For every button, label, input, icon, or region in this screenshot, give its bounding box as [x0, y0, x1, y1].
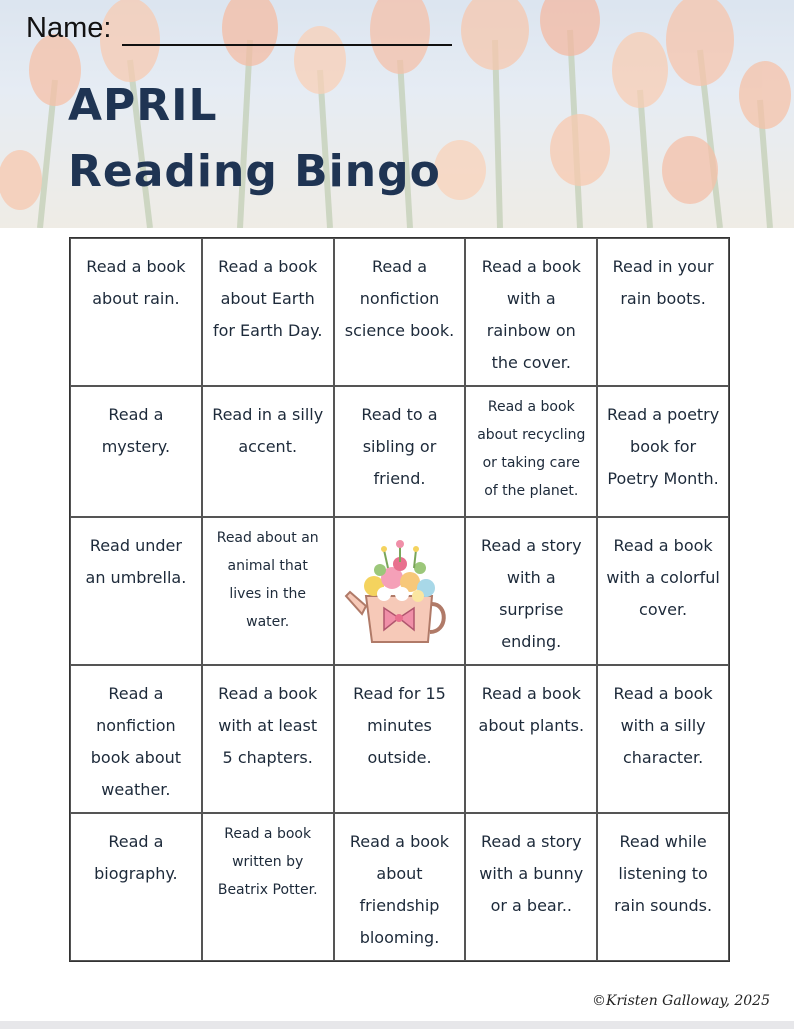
bingo-square: Read a story with a surprise ending. [465, 517, 597, 665]
bingo-square: Read under an umbrella. [70, 517, 202, 665]
flower-watering-can-icon [344, 534, 454, 649]
bingo-square: Read a book written by Beatrix Potter. [202, 813, 334, 961]
copyright-notice: ©Kristen Galloway, 2025 [591, 993, 770, 1009]
bingo-square: Read to a sibling or friend. [334, 386, 466, 517]
bingo-square: Read a book about rain. [70, 238, 202, 386]
bingo-square: Read a book with at least 5 chapters. [202, 665, 334, 813]
bingo-square: Read a book about friendship blooming. [334, 813, 466, 961]
bingo-square: Read a nonfiction book about weather. [70, 665, 202, 813]
bingo-square: Read a book about Earth for Earth Day. [202, 238, 334, 386]
bingo-grid [69, 237, 730, 962]
bingo-square: Read a poetry book for Poetry Month. [597, 386, 729, 517]
free-space-square [334, 517, 466, 665]
bingo-square: Read a book with a colorful cover. [597, 517, 729, 665]
bingo-square: Read a story with a bunny or a bear.. [465, 813, 597, 961]
bingo-square: Read about an animal that lives in the water. [202, 517, 334, 665]
bingo-square: Read a book with a rainbow on the cover. [465, 238, 597, 386]
tulip-banner [0, 0, 794, 228]
title-reading-bingo: Reading Bingo [68, 146, 441, 197]
name-blank-line [122, 44, 452, 46]
bingo-square: Read a biography. [70, 813, 202, 961]
bingo-square: Read a nonfiction science book. [334, 238, 466, 386]
bingo-square: Read while listening to rain sounds. [597, 813, 729, 961]
bingo-square: Read for 15 minutes outside. [334, 665, 466, 813]
page-bottom-edge [0, 1021, 794, 1029]
bingo-square: Read in your rain boots. [597, 238, 729, 386]
bingo-square: Read a book with a silly character. [597, 665, 729, 813]
name-label: Name: [26, 12, 112, 44]
bingo-square: Read a book about recycling or taking care of the planet. [465, 386, 597, 517]
bingo-square: Read a book about plants. [465, 665, 597, 813]
bingo-square: Read in a silly accent. [202, 386, 334, 517]
title-month: APRIL [68, 80, 218, 131]
bingo-square: Read a mystery. [70, 386, 202, 517]
